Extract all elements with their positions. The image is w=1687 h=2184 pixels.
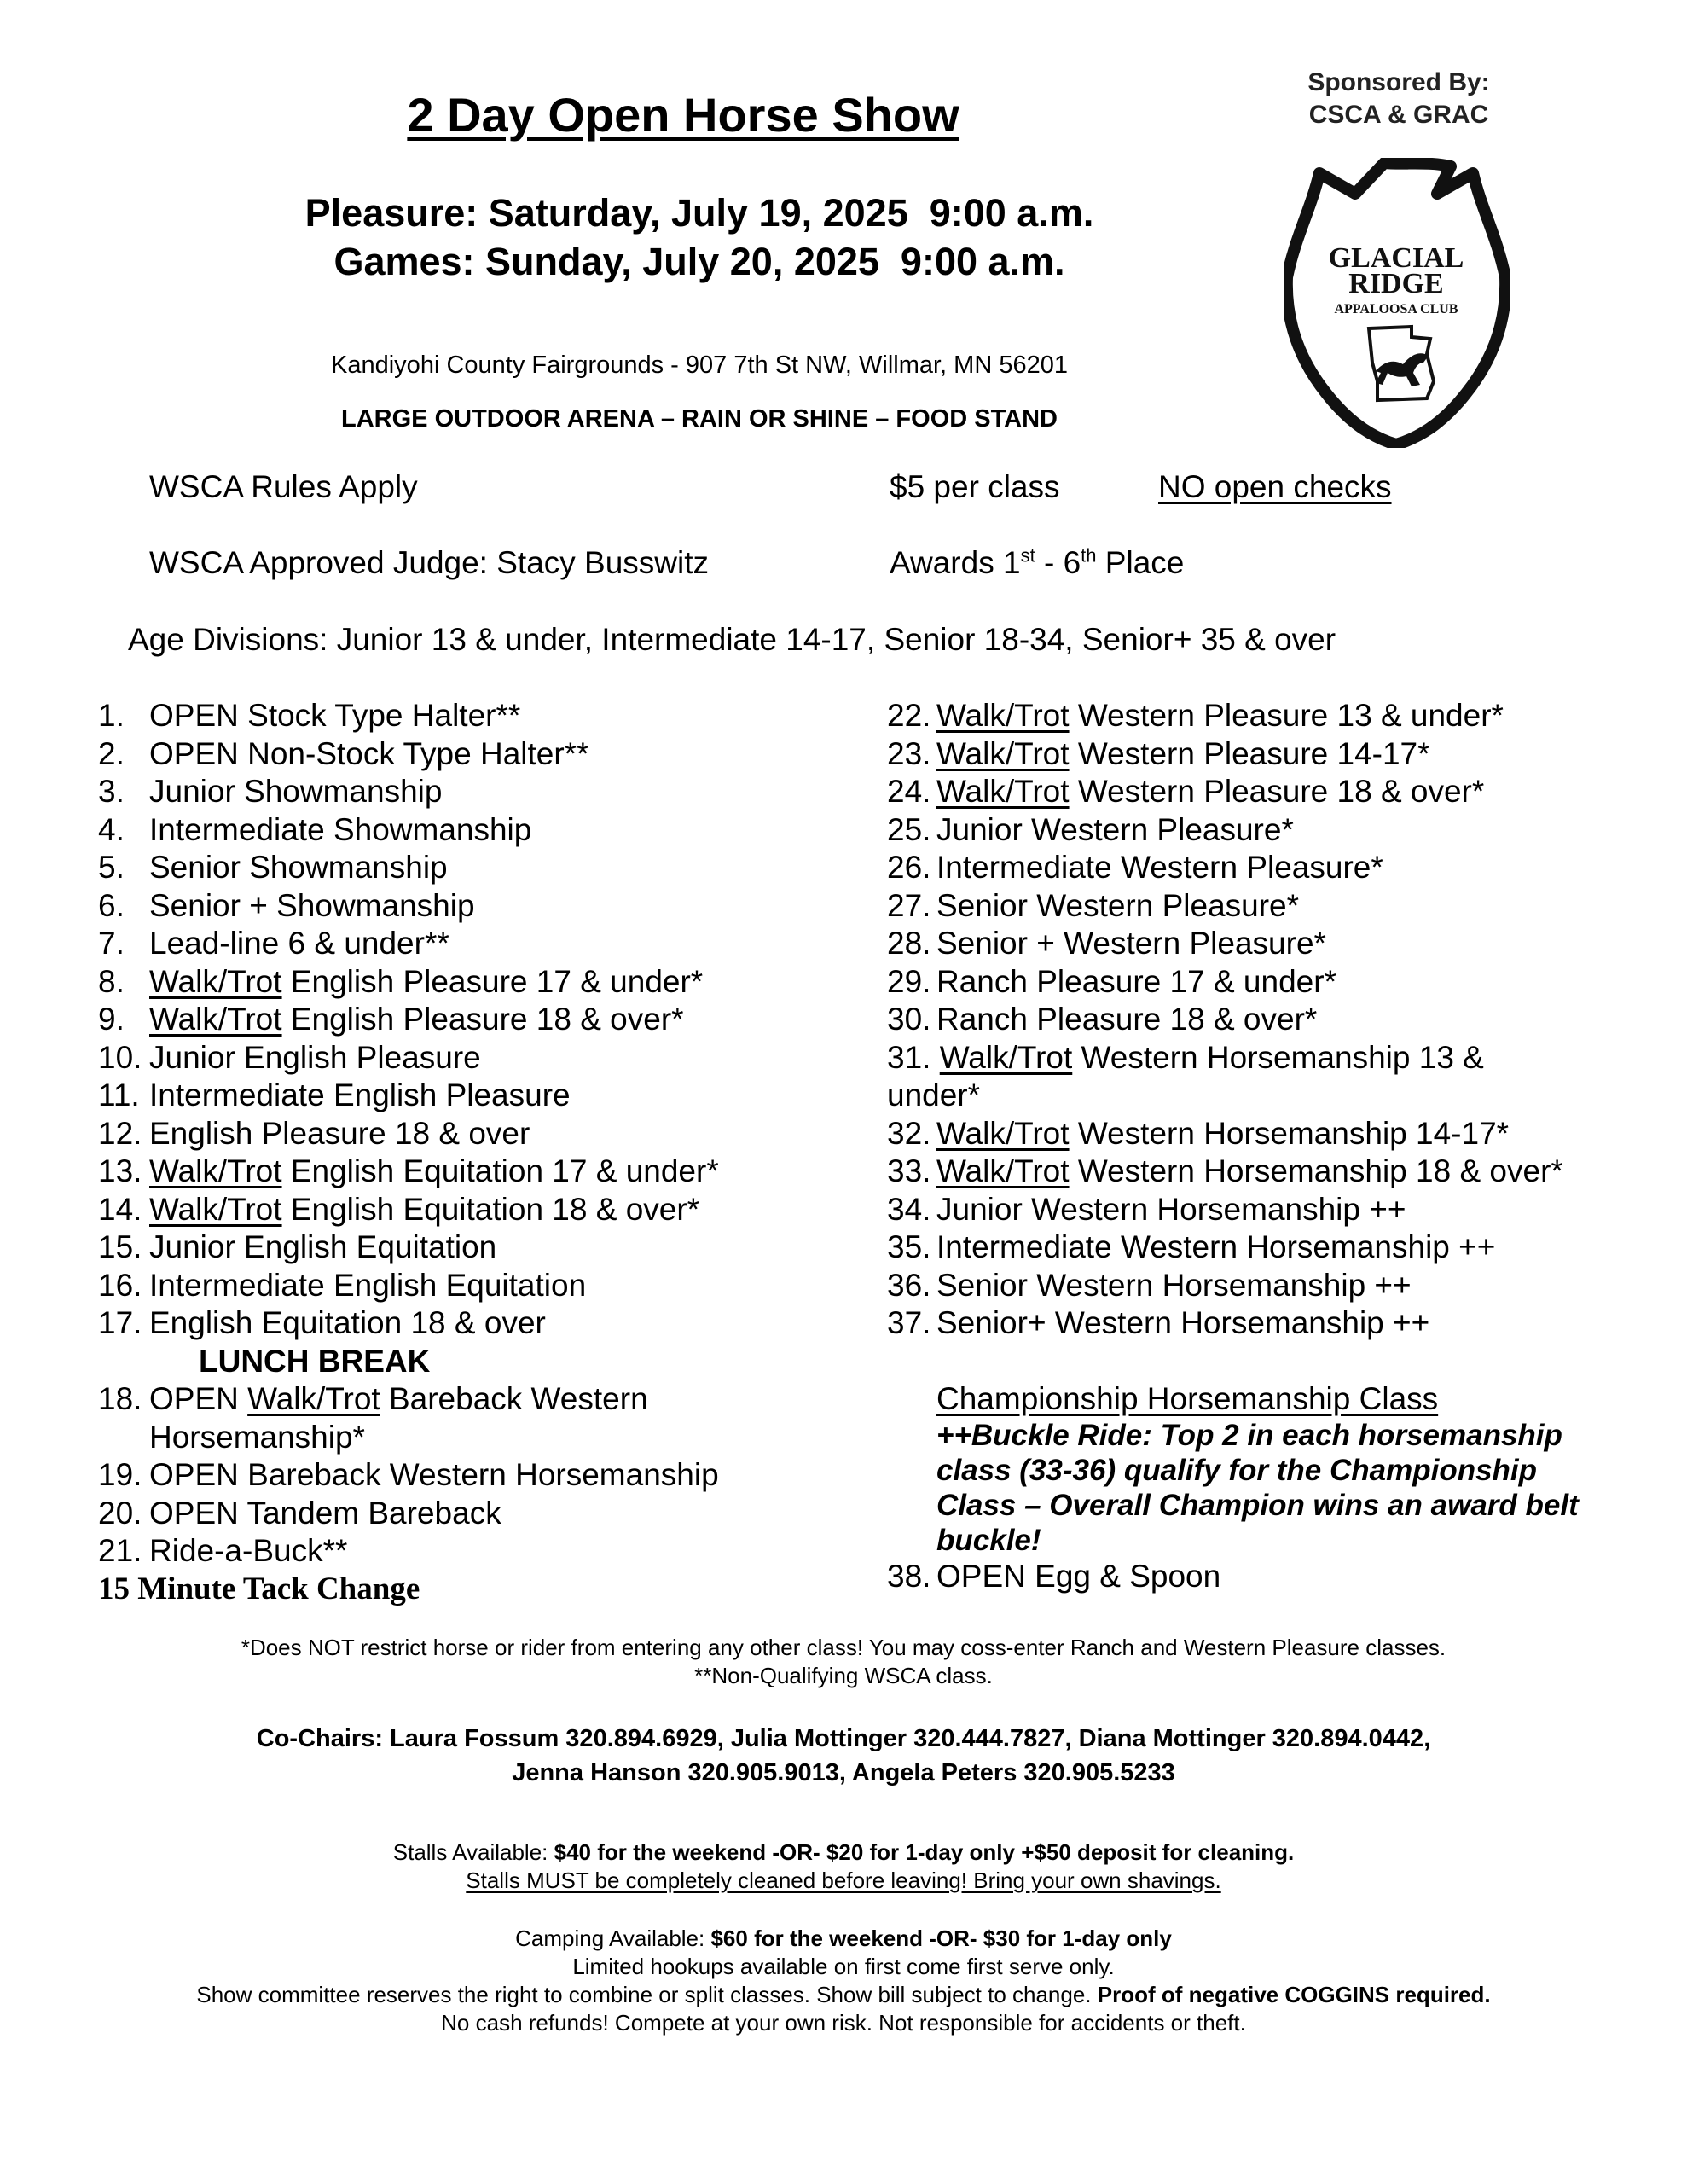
class-text: Ranch Pleasure 17 & under*: [936, 963, 1336, 999]
class-num: 7.: [98, 926, 125, 961]
class-text: Senior Showmanship: [149, 850, 448, 885]
class-text: Bareback Western: [380, 1381, 648, 1416]
class-underline: Walk/Trot: [149, 1191, 282, 1227]
awards-post: Place: [1096, 545, 1185, 580]
class-label: [149, 1456, 719, 1495]
class-num: 27.: [887, 887, 931, 923]
class-num: 29.: [887, 963, 931, 999]
arena-info: LARGE OUTDOOR ARENA – RAIN OR SHINE – FOOD STAND: [341, 405, 1058, 433]
class-num: 11.: [98, 1077, 140, 1112]
class-num: 5.: [98, 850, 125, 885]
class-underline: Walk/Trot: [149, 1153, 282, 1188]
class-text: Junior English Pleasure: [149, 1039, 481, 1075]
refunds-note: No cash refunds! Compete at your own risk. Not responsible for accidents or theft.: [441, 2010, 1246, 2036]
class-label: [149, 849, 448, 887]
class-item: [98, 1456, 866, 1495]
class-label: [149, 1191, 699, 1229]
left-items-2: [98, 1380, 866, 1571]
class-text: OPEN Tandem Bareback: [149, 1495, 501, 1531]
logo-line1: GLACIAL: [1328, 242, 1464, 274]
class-label: [149, 887, 475, 926]
co-chairs-line1: Co-Chairs: Laura Fossum 320.894.6929, Julia Mottinger 320.444.7827, Diana Mottinger 320.894.0442,: [256, 1725, 1431, 1752]
class-num: 37.: [887, 1305, 931, 1340]
class-num: 2.: [98, 735, 125, 771]
age-divisions: Age Divisions: Junior 13 & under, Intermediate 14-17, Senior 18-34, Senior+ 35 & over: [128, 622, 1336, 657]
class-num: 4.: [98, 811, 125, 847]
class-num: 18.: [98, 1381, 142, 1416]
class-label: [149, 1077, 571, 1115]
class-num: 1.: [98, 698, 125, 733]
class-text: Senior+ Western Horsemanship ++: [936, 1305, 1430, 1340]
class-underline: Walk/Trot: [936, 735, 1070, 771]
class-item: [98, 1380, 866, 1456]
class-text: English Pleasure 17 & under*: [281, 963, 704, 999]
committee-note: Show committee reserves the right to combine or split classes. Show bill subject to change.: [196, 1982, 1098, 2007]
class-num: 32.: [887, 1115, 931, 1151]
class-num: 35.: [887, 1229, 931, 1264]
class-num: 24.: [887, 774, 931, 809]
class-num: 19.: [98, 1457, 142, 1492]
class-item: [98, 887, 866, 926]
date-games: Games: Sunday, July 20, 2025 9:00 a.m.: [333, 240, 1065, 283]
class-item: [98, 1267, 866, 1305]
co-chairs-line2: Jenna Hanson 320.905.9013, Angela Peters 320.905.5233: [512, 1759, 1175, 1786]
footnote-1: *Does NOT restrict horse or rider from entering any other class! You may coss-enter Ranch and Western Pleasure classes.: [241, 1635, 1446, 1660]
class-text: English Pleasure 18 & over*: [281, 1002, 684, 1037]
class-label: [149, 773, 442, 811]
class-text: English Equitation 18 & over*: [281, 1191, 700, 1227]
class-label: [936, 1304, 1429, 1343]
class-text: Western Pleasure 14-17*: [1069, 735, 1430, 771]
class-num: 34.: [887, 1191, 931, 1227]
class-num: 28.: [887, 926, 931, 961]
class-text: Western Horsemanship 18 & over*: [1069, 1153, 1563, 1188]
class-underline: Walk/Trot: [936, 1153, 1070, 1188]
class-num: 33.: [887, 1153, 931, 1188]
class-label: [149, 1001, 684, 1039]
class-num: 16.: [98, 1267, 142, 1303]
class-item: [98, 1304, 866, 1343]
class-num: 9.: [98, 1002, 125, 1037]
class-num: 22.: [887, 698, 931, 733]
class-label: [936, 887, 1299, 926]
class-label: [936, 1153, 1563, 1191]
class-text-31: Western Horsemanship 13 &: [1072, 1039, 1484, 1075]
footnote-2: **Non-Qualifying WSCA class.: [694, 1663, 993, 1688]
right-items-2: [887, 1115, 1629, 1343]
class-item: [98, 773, 866, 811]
class-num: 3.: [98, 774, 125, 809]
class-item: [887, 1267, 1629, 1305]
class-item: [98, 925, 866, 963]
class-text: Intermediate English Equitation: [149, 1267, 587, 1303]
class-num: 15.: [98, 1229, 142, 1264]
stalls-prices: $40 for the weekend -OR- $20 for 1-day only +$50 deposit for cleaning.: [554, 1839, 1295, 1865]
class-text: Senior + Western Pleasure*: [936, 926, 1326, 961]
class-label: [149, 1228, 496, 1267]
class-item: [98, 849, 866, 887]
class-num: 13.: [98, 1153, 142, 1188]
class-text-31-line2: under*: [887, 1077, 981, 1112]
hookups-note: Limited hookups available on first come first serve only.: [572, 1954, 1115, 1979]
class-prefix: OPEN: [149, 1381, 248, 1416]
class-label: [149, 1495, 501, 1533]
tack-change: 15 Minute Tack Change: [98, 1571, 420, 1606]
class-item: [887, 1115, 1629, 1153]
class-num: 25.: [887, 811, 931, 847]
logo-line3: APPALOOSA CLUB: [1334, 302, 1458, 317]
class-text: Ranch Pleasure 18 & over*: [936, 1002, 1318, 1037]
checks-text: NO open checks: [1158, 469, 1392, 504]
class-text: English Pleasure 18 & over: [149, 1115, 530, 1151]
awards-sup2: th: [1081, 544, 1097, 566]
class-underline: Walk/Trot: [149, 1002, 282, 1037]
class-text: Junior Western Pleasure*: [936, 811, 1294, 847]
class-item: [887, 1001, 1629, 1039]
stalls-info: [0, 1838, 1687, 1895]
class-text-line2: Horsemanship*: [149, 1419, 365, 1455]
awards-pre: Awards 1: [890, 545, 1021, 580]
awards-text: [890, 545, 1184, 581]
class-item: [98, 811, 866, 850]
class-item: [98, 1228, 866, 1267]
class-item: [887, 811, 1629, 850]
class-text: Western Horsemanship 14-17*: [1069, 1115, 1510, 1151]
title-row: [0, 87, 1687, 142]
class-num: 8.: [98, 963, 125, 999]
class-item: [98, 697, 866, 735]
class-text: Intermediate English Pleasure: [149, 1077, 571, 1112]
class-text: English Equitation 17 & under*: [281, 1153, 719, 1188]
class-item: [98, 1077, 866, 1115]
class-label: [936, 1001, 1317, 1039]
venue-address: Kandiyohi County Fairgrounds - 907 7th St NW, Willmar, MN 56201: [331, 351, 1068, 379]
class-underline: Walk/Trot: [247, 1381, 380, 1416]
class-text: Junior English Equitation: [149, 1229, 497, 1264]
class-label: [149, 811, 531, 850]
logo-line2: RIDGE: [1348, 268, 1444, 299]
right-items: [887, 697, 1629, 1039]
class-underline-31: Walk/Trot: [939, 1039, 1073, 1075]
awards-sup1: st: [1020, 544, 1035, 566]
class-text: English Equitation 18 & over: [149, 1305, 546, 1340]
stalls-note: Stalls MUST be completely cleaned before leaving! Bring your own shavings.: [466, 1867, 1221, 1893]
class-text: Intermediate Showmanship: [149, 811, 532, 847]
class-text: Senior Western Horsemanship ++: [936, 1267, 1412, 1303]
date-pleasure: Pleasure: Saturday, July 19, 2025 9:00 a.m.: [304, 191, 1094, 235]
class-item: [98, 1039, 866, 1077]
class-num: 30.: [887, 1002, 931, 1037]
class-text-38: OPEN Egg & Spoon: [936, 1559, 1221, 1594]
class-label: [936, 1115, 1509, 1153]
class-num: 36.: [887, 1267, 931, 1303]
class-underline: Walk/Trot: [936, 774, 1070, 809]
class-item: [887, 1228, 1629, 1267]
class-num: 20.: [98, 1495, 142, 1531]
class-item: [887, 735, 1629, 774]
judge-text: WSCA Approved Judge: Stacy Busswitz: [149, 545, 710, 580]
lunch-break: LUNCH BREAK: [199, 1343, 431, 1379]
class-label: [149, 735, 588, 774]
class-text: Western Pleasure 18 & over*: [1069, 774, 1485, 809]
class-item-31: [887, 1039, 1629, 1115]
class-text: Intermediate Western Pleasure*: [936, 850, 1383, 885]
co-chairs: [0, 1722, 1687, 1790]
class-num: 12.: [98, 1115, 142, 1151]
class-label: [149, 1304, 546, 1343]
class-num: 14.: [98, 1191, 142, 1227]
class-label: [936, 1191, 1406, 1229]
class-text: Senior + Showmanship: [149, 887, 475, 923]
class-label: [936, 697, 1504, 735]
class-label: [149, 697, 520, 735]
class-text: Western Pleasure 13 & under*: [1069, 698, 1504, 733]
footnotes: [0, 1634, 1687, 1690]
class-label: [936, 1228, 1495, 1267]
class-num-38: 38.: [887, 1559, 931, 1594]
class-label: [149, 925, 449, 963]
class-item: [887, 887, 1629, 926]
class-num: 6.: [98, 887, 125, 923]
class-item: [98, 1001, 866, 1039]
left-items: [98, 697, 866, 1343]
awards-mid: - 6: [1035, 545, 1081, 580]
class-text: OPEN Stock Type Halter**: [149, 698, 521, 733]
class-item: [887, 1191, 1629, 1229]
class-num: 26.: [887, 850, 931, 885]
class-label: [149, 1039, 481, 1077]
class-text: Lead-line 6 & under**: [149, 926, 449, 961]
class-label: [149, 1115, 530, 1153]
class-num: 21.: [98, 1533, 142, 1568]
class-text: Intermediate Western Horsemanship ++: [936, 1229, 1496, 1264]
class-label: [936, 925, 1326, 963]
page-title: 2 Day Open Horse Show: [407, 88, 959, 142]
class-label: [149, 1532, 347, 1571]
class-num: 10.: [98, 1039, 142, 1075]
class-item: [98, 1115, 866, 1153]
class-label: [936, 849, 1383, 887]
camping-label: Camping Available:: [515, 1926, 711, 1951]
class-text: OPEN Bareback Western Horsemanship: [149, 1457, 719, 1492]
class-item: [887, 1153, 1629, 1191]
sponsor-label: Sponsored By:: [1307, 68, 1490, 96]
class-item-38: [887, 1558, 1629, 1596]
coggins-note: Proof of negative COGGINS required.: [1097, 1982, 1491, 2007]
championship-heading: Championship Horsemanship Class: [936, 1380, 1439, 1416]
class-item: [98, 1191, 866, 1229]
camping-prices: $60 for the weekend -OR- $30 for 1-day only: [710, 1926, 1172, 1951]
class-text: Ride-a-Buck**: [149, 1533, 348, 1568]
class-text: Junior Western Horsemanship ++: [936, 1191, 1406, 1227]
camping-info: [0, 1925, 1687, 2037]
class-item: [887, 925, 1629, 963]
class-text: Senior Western Pleasure*: [936, 887, 1300, 923]
class-item: [98, 1532, 866, 1571]
class-item: [98, 735, 866, 774]
class-num: 23.: [887, 735, 931, 771]
class-item: [98, 1495, 866, 1533]
class-list-right: [887, 697, 1629, 1596]
rules-text: WSCA Rules Apply: [149, 469, 418, 504]
class-label: [936, 735, 1430, 774]
class-label: [936, 811, 1294, 850]
class-item: [887, 773, 1629, 811]
class-list-left: [98, 697, 866, 1608]
stalls-label: Stalls Available:: [392, 1839, 554, 1865]
class-label: [936, 963, 1336, 1002]
class-underline: Walk/Trot: [936, 1115, 1070, 1151]
sponsor-names: CSCA & GRAC: [1308, 101, 1489, 129]
class-underline: Walk/Trot: [936, 698, 1070, 733]
class-text: OPEN Non-Stock Type Halter**: [149, 735, 589, 771]
class-underline: Walk/Trot: [149, 963, 282, 999]
class-item: [887, 849, 1629, 887]
class-item: [98, 963, 866, 1002]
price-text: $5 per class: [890, 469, 1060, 504]
class-label: [149, 963, 703, 1002]
class-item: [887, 963, 1629, 1002]
class-label: [149, 1380, 648, 1456]
class-item: [887, 1304, 1629, 1343]
class-item: [98, 1153, 866, 1191]
class-label: [149, 1267, 586, 1305]
class-num: 17.: [98, 1305, 142, 1340]
class-item: [887, 697, 1629, 735]
class-num-31: 31.: [887, 1039, 940, 1075]
class-label: [149, 1153, 719, 1191]
class-text: Junior Showmanship: [149, 774, 443, 809]
championship-text: ++Buckle Ride: Top 2 in each horsemanship class (33-36) qualify for the Championship Class – Overall Champion wins an award belt buckle!: [936, 1419, 1579, 1557]
class-label: [936, 1267, 1412, 1305]
class-label: [936, 773, 1484, 811]
